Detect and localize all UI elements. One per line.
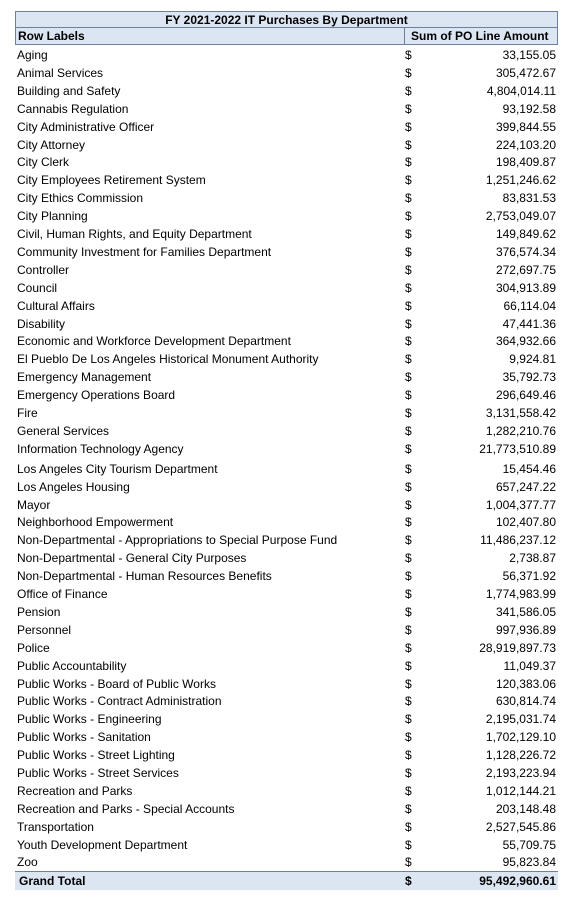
table-row[interactable] [15,440,558,458]
table-row[interactable] [15,46,558,64]
po-amount: 2,753,049.07 [485,209,556,224]
department-label: Controller [17,262,70,277]
table-row[interactable] [15,153,558,171]
table-row[interactable] [15,350,558,368]
currency-symbol: $ [405,551,412,566]
po-amount: 364,932.66 [495,334,556,349]
currency-symbol: $ [405,155,412,170]
currency-symbol: $ [405,640,412,655]
grand-total-label: Grand Total [19,874,86,889]
po-amount: 304,913.89 [495,280,556,295]
department-label: Information Technology Agency [17,441,184,456]
po-amount: 1,012,144.21 [485,783,556,798]
department-label: General Services [17,423,110,438]
department-label: Animal Services [17,65,104,80]
table-row[interactable] [15,782,558,800]
grand-total-row[interactable] [15,871,558,890]
po-amount: 93,192.58 [502,101,556,116]
table-row[interactable] [15,603,558,621]
po-amount: 1,774,983.99 [485,587,556,601]
department-label: Public Works - Sanitation [17,730,151,745]
table-row[interactable] [15,496,558,514]
department-label: Disability [17,316,66,331]
table-row[interactable] [15,100,558,118]
po-amount: 4,804,014.11 [486,83,556,98]
table-row[interactable] [15,171,558,189]
po-amount: 2,527,545.86 [485,819,556,834]
currency-symbol: $ [405,730,412,745]
table-row[interactable] [15,243,558,261]
department-label: Police [17,640,50,655]
department-label: Transportation [17,819,94,834]
currency-symbol: $ [405,783,412,798]
table-row[interactable] [15,225,558,243]
department-label: Aging [17,48,48,62]
table-row[interactable] [15,675,558,693]
po-amount: 3,131,558.42 [485,406,556,420]
po-amount: 66,114.04 [503,298,556,313]
po-amount: 1,282,210.76 [485,423,556,438]
po-amount: 15,454.46 [502,461,556,476]
currency-symbol: $ [405,83,412,98]
table-row[interactable] [15,64,558,82]
table-row[interactable] [15,422,558,440]
table-title: FY 2021-2022 IT Purchases By Department [15,11,558,28]
department-label: Community Investment for Families Department [17,244,272,259]
table-row[interactable] [15,207,558,225]
table-row[interactable] [15,404,558,422]
po-amount: 1,251,246.62 [485,173,556,188]
table-row[interactable] [15,82,558,100]
po-amount: 47,441.36 [502,316,556,331]
department-label: Civil, Human Rights, and Equity Department [17,227,252,241]
pivot-table [15,11,558,889]
table-row[interactable] [15,853,558,871]
currency-symbol: $ [405,874,412,889]
po-amount: 35,792.73 [502,370,556,385]
department-label: Los Angeles City Tourism Department [17,461,218,476]
department-label: City Planning [17,209,88,224]
currency-symbol: $ [405,65,412,80]
department-label: City Clerk [17,155,70,170]
po-amount: 21,773,510.89 [479,441,556,456]
currency-symbol: $ [405,334,412,349]
po-amount: 198,409.87 [495,155,556,170]
table-row[interactable] [15,567,558,585]
department-label: Fire [17,406,38,420]
currency-symbol: $ [405,316,412,331]
currency-symbol: $ [405,119,412,134]
department-label: Cultural Affairs [17,298,95,313]
po-amount: 376,574.34 [495,244,556,259]
table-row[interactable] [15,818,558,836]
department-label: Office of Finance [17,587,108,601]
po-amount: 630,814.74 [495,694,556,709]
po-amount: 305,472.67 [495,65,556,80]
department-label: Public Works - Board of Public Works [17,676,216,691]
currency-symbol: $ [405,48,412,62]
currency-symbol: $ [405,712,412,727]
department-label: Building and Safety [17,83,121,98]
currency-symbol: $ [405,227,412,241]
table-row[interactable] [15,513,558,531]
currency-symbol: $ [405,370,412,385]
currency-symbol: $ [405,406,412,420]
currency-symbol: $ [405,352,412,367]
po-amount: 28,919,897.73 [479,640,556,655]
department-label: Public Accountability [17,658,127,673]
po-amount: 120,383.06 [495,676,556,691]
table-row[interactable] [15,531,558,549]
department-label: Zoo [17,854,38,869]
table-row[interactable] [15,639,558,657]
po-amount: 224,103.20 [495,137,556,152]
currency-symbol: $ [405,819,412,834]
po-amount: 1,128,226.72 [485,748,556,763]
currency-symbol: $ [405,497,412,512]
department-label: Pension [17,604,61,619]
table-row[interactable] [15,746,558,764]
currency-symbol: $ [405,515,412,530]
department-label: Council [17,280,58,295]
po-amount: 272,697.75 [495,262,556,277]
currency-symbol: $ [405,622,412,637]
table-row[interactable] [15,460,558,478]
amount-header[interactable]: Sum of PO Line Amount [404,28,557,44]
po-amount: 95,823.84 [502,854,556,869]
po-amount: 2,195,031.74 [485,712,556,727]
po-amount: 11,486,237.12 [480,533,556,548]
po-amount: 203,148.48 [495,801,556,816]
po-amount: 9,924.81 [509,352,556,367]
table-row[interactable] [15,118,558,136]
currency-symbol: $ [405,101,412,116]
table-row[interactable] [15,368,558,386]
po-amount: 83,831.53 [502,191,556,206]
currency-symbol: $ [405,441,412,456]
currency-symbol: $ [405,694,412,709]
po-amount: 55,709.75 [502,837,556,852]
currency-symbol: $ [405,854,412,869]
currency-symbol: $ [405,604,412,619]
currency-symbol: $ [405,280,412,295]
department-label: El Pueblo De Los Angeles Historical Monument Authority [17,352,319,367]
table-row[interactable] [15,297,558,315]
department-label: Personnel [17,622,72,637]
table-row[interactable] [15,279,558,297]
table-row[interactable] [15,315,558,333]
department-label: City Attorney [17,137,86,152]
table-row[interactable] [15,478,558,496]
currency-symbol: $ [405,388,412,403]
po-amount: 56,371.92 [502,569,556,584]
table-row[interactable] [15,692,558,710]
po-amount: 1,702,129.10 [485,730,556,745]
table-row[interactable] [15,189,558,207]
department-label: Los Angeles Housing [17,479,130,494]
po-amount: 399,844.55 [495,119,556,134]
department-label: Public Works - Street Services [17,766,179,780]
po-amount: 1,004,377.77 [485,497,556,512]
po-amount: 2,738.87 [509,551,556,566]
currency-symbol: $ [405,262,412,277]
table-row[interactable] [15,549,558,567]
department-label: City Ethics Commission [17,191,144,206]
header-row [15,28,558,45]
currency-symbol: $ [405,298,412,313]
currency-symbol: $ [405,173,412,188]
table-row[interactable] [15,836,558,854]
table-row[interactable] [15,710,558,728]
currency-symbol: $ [405,676,412,691]
currency-symbol: $ [405,837,412,852]
currency-symbol: $ [405,479,412,494]
department-label: Non-Departmental - Appropriations to Special Purpose Fund [17,533,338,548]
currency-symbol: $ [405,244,412,259]
po-amount: 11,049.37 [503,658,556,673]
row-labels-header[interactable]: Row Labels [18,29,85,43]
currency-symbol: $ [405,587,412,601]
currency-symbol: $ [405,191,412,206]
department-label: Recreation and Parks - Special Accounts [17,801,235,816]
department-label: City Administrative Officer [17,119,155,134]
table-row[interactable] [15,261,558,279]
department-label: Public Works - Engineering [17,712,162,727]
currency-symbol: $ [405,423,412,438]
department-label: Non-Departmental - General City Purposes [17,551,247,566]
currency-symbol: $ [405,533,412,548]
table-row[interactable] [15,764,558,782]
department-label: Recreation and Parks [17,783,133,798]
po-amount: 296,649.46 [495,388,556,403]
po-amount: 657,247.22 [495,479,556,494]
department-label: Emergency Operations Board [17,388,176,403]
po-amount: 149,849.62 [495,227,556,241]
po-amount: 341,586.05 [495,604,556,619]
currency-symbol: $ [405,569,412,584]
department-label: Youth Development Department [17,837,188,852]
table-row[interactable] [15,136,558,154]
currency-symbol: $ [405,766,412,780]
department-label: Non-Departmental - Human Resources Benefits [17,569,272,584]
grand-total-amount: 95,492,960.61 [479,874,556,889]
po-amount: 997,936.89 [495,622,556,637]
department-label: Emergency Management [17,370,152,385]
currency-symbol: $ [405,658,412,673]
table-row[interactable] [15,728,558,746]
department-label: Economic and Workforce Development Department [17,334,291,349]
department-label: City Employees Retirement System [17,173,206,188]
po-amount: 33,155.05 [502,48,556,62]
table-row[interactable] [15,657,558,675]
po-amount: 102,407.80 [495,515,556,530]
currency-symbol: $ [405,137,412,152]
po-amount: 2,193,223.94 [485,766,556,780]
table-row[interactable] [15,332,558,350]
table-row[interactable] [15,800,558,818]
table-row[interactable] [15,621,558,639]
department-label: Neighborhood Empowerment [17,515,174,530]
table-row[interactable] [15,386,558,404]
table-row[interactable] [15,585,558,603]
currency-symbol: $ [405,209,412,224]
department-label: Public Works - Street Lighting [17,748,175,763]
currency-symbol: $ [405,748,412,763]
department-label: Cannabis Regulation [17,101,129,116]
currency-symbol: $ [405,461,412,476]
department-label: Mayor [17,497,51,512]
department-label: Public Works - Contract Administration [17,694,222,709]
currency-symbol: $ [405,801,412,816]
